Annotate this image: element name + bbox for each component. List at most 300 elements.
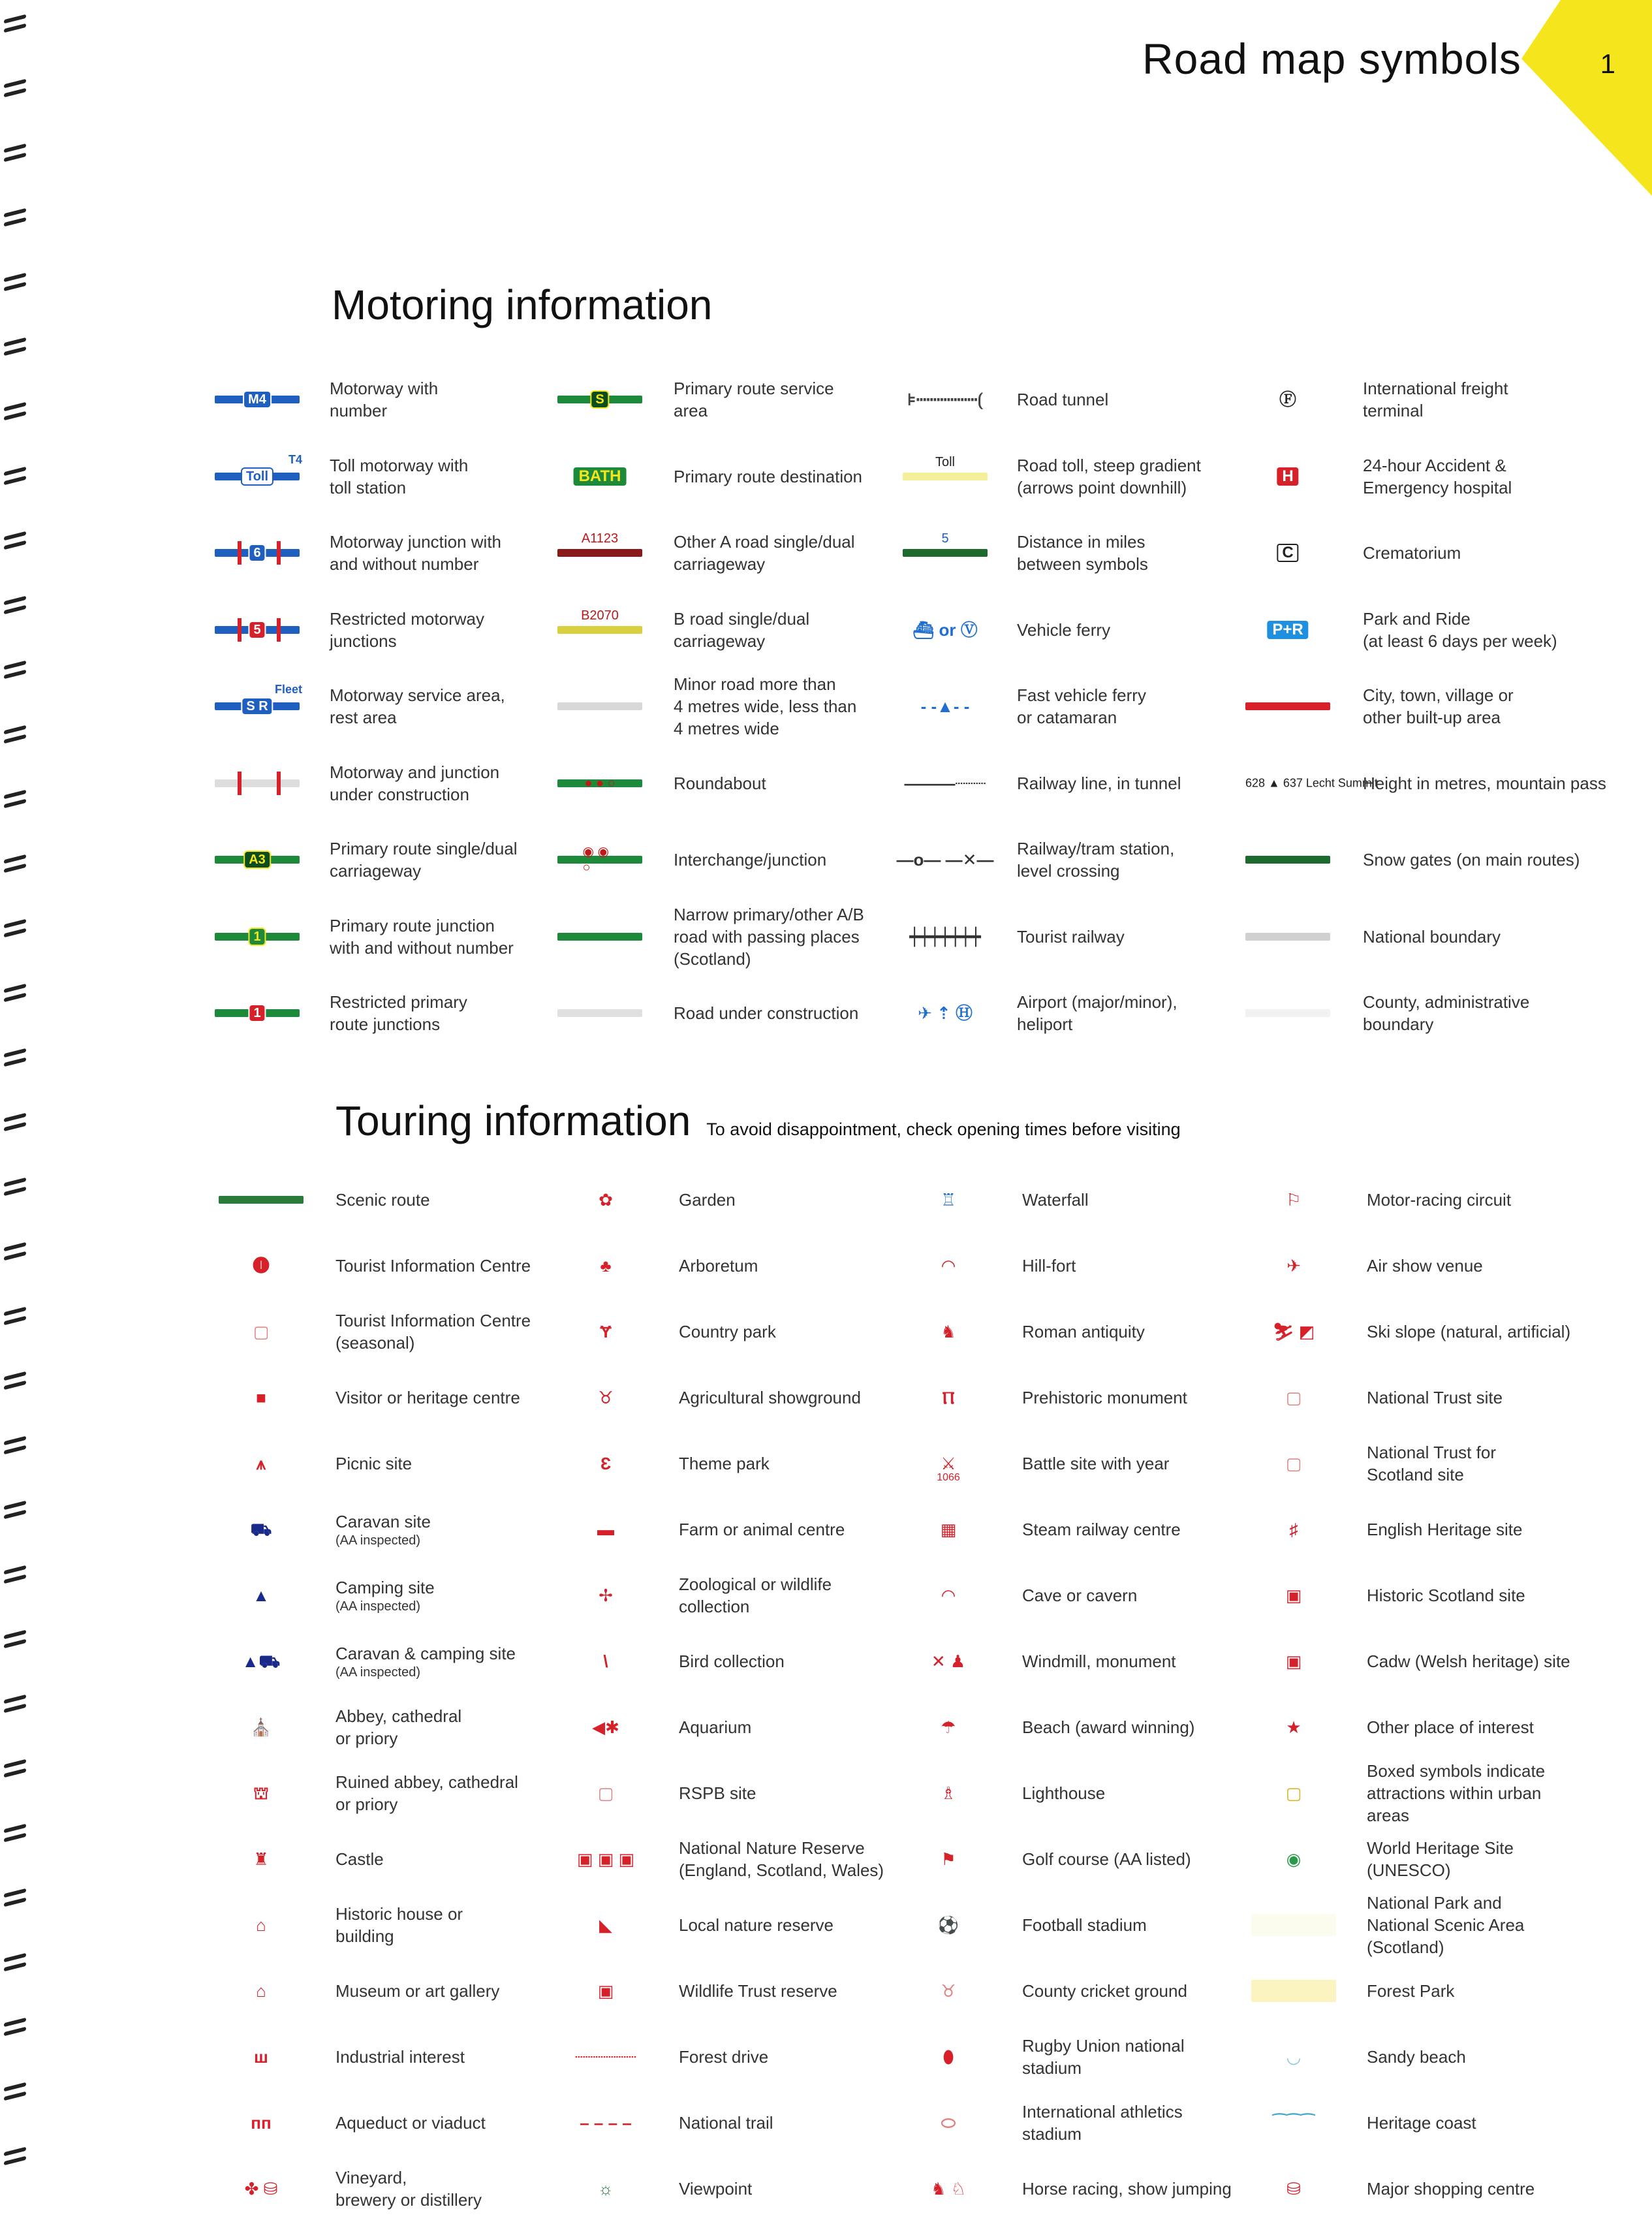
legend-label: Restricted primary route junctions xyxy=(330,992,467,1034)
legend-label: Motorway service area, rest area xyxy=(330,685,505,727)
legend-label: Other place of interest xyxy=(1367,1717,1534,1737)
symbol-glyph: ▣ xyxy=(1285,1652,1302,1671)
road-line xyxy=(1245,1009,1330,1017)
b-road-icon xyxy=(557,608,642,634)
legend-label: Minor road more than 4 metres wide, less than 4 metres wide xyxy=(674,674,857,738)
legend-label: National boundary xyxy=(1363,926,1501,947)
legend-label: Primary route service area xyxy=(674,379,834,420)
binding-ring xyxy=(0,1952,29,1975)
country-park-icon xyxy=(600,1322,611,1341)
steam-railway-icon xyxy=(941,1520,957,1539)
road-line xyxy=(215,1006,300,1020)
legend-label: Road toll, steep gradient (arrows point downhill) xyxy=(1017,455,1201,497)
binding-ring xyxy=(0,1823,29,1846)
symbol-glyph: ⩚ xyxy=(256,1454,266,1473)
camping-icon xyxy=(253,1586,270,1605)
legend-sublabel: (AA inspected) xyxy=(335,1533,421,1548)
binding-ring xyxy=(0,401,29,424)
symbol-glyph: —o— —✕— xyxy=(896,850,994,869)
legend-label: Ski slope (natural, artificial) xyxy=(1367,1322,1571,1341)
legend-label: Forest drive xyxy=(679,2047,769,2067)
route-badge: 1 xyxy=(248,928,266,946)
spiral-binding xyxy=(0,13,33,2232)
national-trust-scotland-icon xyxy=(1286,1454,1302,1473)
page-title: Road map symbols xyxy=(1142,35,1521,83)
railway-line-icon xyxy=(905,774,986,793)
museum-icon xyxy=(256,1981,266,2001)
symbol-badge: C xyxy=(1277,544,1298,562)
road-line xyxy=(557,933,642,941)
mountain-pass-icon xyxy=(1245,776,1378,790)
symbol-glyph: ♯ xyxy=(1289,1520,1298,1539)
caravan-camping-icon xyxy=(242,1652,280,1671)
road-line xyxy=(557,608,642,634)
legend-label: B road single/dual carriageway xyxy=(674,608,810,651)
legend-label: Prehistoric monument xyxy=(1022,1388,1187,1407)
route-badge: 5 xyxy=(248,621,266,639)
national-park-icon xyxy=(1251,1914,1336,1936)
symbol-glyph: ⚽ xyxy=(937,1915,959,1935)
junction-mark xyxy=(238,772,242,795)
legend-label: Golf course (AA listed) xyxy=(1022,1849,1191,1869)
legend-label: National Trust site xyxy=(1367,1388,1503,1407)
arboretum-icon xyxy=(600,1256,611,1276)
symbol-glyph: ♞ ♘ xyxy=(931,2179,966,2199)
legend-label: Motor-racing circuit xyxy=(1367,1190,1512,1210)
legend-label: Steam railway centre xyxy=(1022,1520,1181,1539)
primary-route-junction-icon xyxy=(215,929,300,944)
boxed-symbol-icon xyxy=(1286,1783,1302,1803)
route-badge: M4 xyxy=(243,390,272,409)
road-line xyxy=(557,845,642,875)
snow-gates-icon xyxy=(1245,856,1330,864)
binding-ring xyxy=(0,595,29,618)
junction-mark xyxy=(277,618,281,642)
road-line xyxy=(1245,856,1330,864)
road-line xyxy=(215,683,302,713)
county-boundary-icon xyxy=(1245,1009,1330,1017)
national-trust-icon xyxy=(1286,1388,1302,1407)
legend-label: Aqueduct or viaduct xyxy=(335,2113,486,2133)
cadw-icon xyxy=(1286,1652,1302,1671)
legend-label: Primary route single/dual carriageway xyxy=(330,839,518,881)
corner-tab xyxy=(1521,0,1652,196)
legend-label: Roman antiquity xyxy=(1022,1322,1145,1341)
touring-heading-text: Touring information xyxy=(335,1097,691,1144)
legend-label: Bird collection xyxy=(679,1652,785,1671)
farm-icon xyxy=(597,1520,614,1539)
binding-ring xyxy=(0,336,29,360)
legend-label: Cave or cavern xyxy=(1022,1586,1138,1605)
tourist-info-seasonal-icon xyxy=(253,1322,270,1341)
legend-label: World Heritage Site (UNESCO) xyxy=(1367,1838,1514,1880)
legend-label: Horse racing, show jumping xyxy=(1022,2179,1232,2199)
bird-icon xyxy=(603,1652,608,1671)
minor-road-icon xyxy=(557,702,642,710)
legend-label: Windmill, monument xyxy=(1022,1652,1176,1671)
visitor-centre-icon xyxy=(256,1388,266,1407)
road-construction-icon xyxy=(557,1009,642,1017)
symbol-glyph: ♣ xyxy=(600,1256,612,1276)
symbol-glyph: ✤ ⛁ xyxy=(244,2179,278,2199)
legend-label: RSPB site xyxy=(679,1783,756,1803)
legend-label: Lighthouse xyxy=(1022,1783,1106,1803)
legend-label: Toll motorway with toll station xyxy=(330,455,469,497)
binding-ring xyxy=(0,1693,29,1717)
road-tunnel-icon xyxy=(907,390,984,409)
legend-label: Rugby Union national stadium xyxy=(1022,2036,1185,2078)
route-badge: Toll xyxy=(241,467,273,486)
hill-fort-icon xyxy=(942,1256,955,1276)
tourist-info-icon xyxy=(253,1256,270,1276)
legend-label: Air show venue xyxy=(1367,1256,1483,1276)
binding-ring xyxy=(0,465,29,489)
symbol-glyph: ⛴ or Ⓥ xyxy=(912,619,978,640)
junction-mark xyxy=(277,541,281,565)
symbol-glyph: ⬮ xyxy=(943,2047,954,2067)
legend-label: Museum or art gallery xyxy=(335,1981,500,2001)
legend-label: County, administrative boundary xyxy=(1363,992,1530,1034)
junction-mark xyxy=(238,618,242,642)
world-heritage-icon xyxy=(1286,1849,1301,1869)
english-heritage-icon xyxy=(1290,1520,1298,1539)
cricket-icon xyxy=(941,1981,956,2001)
road-line xyxy=(557,392,642,407)
symbol-glyph: ▢ xyxy=(1285,1783,1302,1803)
legend-label: Waterfall xyxy=(1022,1190,1089,1210)
symbol-glyph: ⛁ xyxy=(1286,2179,1301,2199)
theme-park-icon xyxy=(600,1454,611,1473)
motorway-icon xyxy=(215,392,300,407)
viewpoint-icon xyxy=(598,2179,614,2199)
symbol-glyph: ◉ xyxy=(1286,1849,1301,1869)
symbol-glyph: ☼ xyxy=(598,2179,614,2199)
road-line xyxy=(557,702,642,710)
symbol-glyph: ◣ xyxy=(599,1915,612,1935)
tourist-railway-icon xyxy=(909,927,981,947)
symbol-glyph: ♉ xyxy=(941,1981,956,2001)
vehicle-ferry-icon xyxy=(912,620,977,640)
wildlife-trust-icon xyxy=(598,1981,614,2001)
route-badge: 1 xyxy=(248,1004,266,1022)
primary-route-icon xyxy=(215,853,300,867)
symbol-glyph: \ xyxy=(603,1652,608,1671)
legend-label: National trail xyxy=(679,2113,773,2133)
legend-label: English Heritage site xyxy=(1367,1520,1523,1539)
legend-label: Tourist Information Centre (seasonal) xyxy=(335,1311,531,1353)
symbol-glyph: ⚔ xyxy=(941,1454,956,1473)
symbol-glyph: ✕ ♟ xyxy=(931,1652,966,1671)
distance-miles-icon xyxy=(903,531,988,557)
legend-label: Height in metres, mountain pass xyxy=(1363,773,1606,793)
nature-reserve-icon xyxy=(577,1849,634,1869)
legend-label: Camping site (AA inspected) xyxy=(335,1578,435,1614)
road-line xyxy=(557,531,642,557)
legend-sublabel: (AA inspected) xyxy=(335,1665,421,1680)
binding-ring xyxy=(0,78,29,101)
restricted-primary-junction-icon xyxy=(215,1006,300,1020)
symbol-glyph: ✈ ⇡ Ⓗ xyxy=(917,1003,973,1023)
waterfall-icon xyxy=(941,1190,956,1210)
junction-mark xyxy=(238,541,242,565)
symbol-glyph: ⌂ xyxy=(256,1981,266,2001)
symbol-glyph: ☂ xyxy=(941,1717,956,1737)
binding-ring xyxy=(0,13,29,37)
legend-label: City, town, village or other built-up area xyxy=(1363,685,1514,727)
built-up-area-icon xyxy=(1245,702,1330,710)
forest-drive-icon xyxy=(575,2047,636,2067)
symbol-glyph: ⁀⁀⁀ xyxy=(1272,2113,1315,2133)
road-line xyxy=(1245,702,1330,710)
binding-ring xyxy=(0,2081,29,2105)
symbol-glyph: ▲⛟ xyxy=(242,1652,281,1671)
binding-ring xyxy=(0,982,29,1006)
garden-icon xyxy=(599,1190,613,1210)
park-and-ride-icon xyxy=(1267,621,1308,639)
legend-label: County cricket ground xyxy=(1022,1981,1187,2001)
legend-label: Tourist railway xyxy=(1017,926,1125,947)
symbol-glyph: ♜ xyxy=(253,1849,269,1869)
route-badge: A3 xyxy=(243,851,271,869)
symbol-glyph: ▢ xyxy=(1285,1454,1302,1473)
road-number: 5 xyxy=(941,531,949,546)
legend-label: Zoological or wildlife collection xyxy=(679,1574,832,1616)
symbol-glyph: ———┈┈┈ xyxy=(904,773,986,793)
rugby-icon xyxy=(943,2047,954,2067)
symbol-glyph: ■ xyxy=(256,1388,266,1407)
roman-antiquity-icon xyxy=(941,1322,956,1341)
swatch xyxy=(1251,1914,1336,1936)
binding-ring xyxy=(0,1887,29,1911)
symbol-glyph: ♞ xyxy=(941,1322,956,1341)
legend-label: Major shopping centre xyxy=(1367,2179,1535,2199)
legend-label: Country park xyxy=(679,1322,776,1341)
binding-ring xyxy=(0,1629,29,1652)
symbol-glyph: ▲ xyxy=(253,1586,270,1605)
motor-racing-icon xyxy=(1286,1190,1301,1210)
zoo-icon xyxy=(599,1586,613,1605)
legend-label: International freight terminal xyxy=(1363,379,1508,420)
binding-ring xyxy=(0,1435,29,1458)
symbol-glyph: ⛫ xyxy=(253,1783,269,1803)
legend-label: Local nature reserve xyxy=(679,1915,834,1935)
football-icon xyxy=(938,1915,959,1935)
motorway-service-area-icon xyxy=(215,683,302,713)
legend-label: Battle site with year xyxy=(1022,1454,1170,1473)
road-line xyxy=(215,779,300,787)
windmill-icon xyxy=(931,1652,965,1671)
legend-label: Visitor or heritage centre xyxy=(335,1388,520,1407)
symbol-glyph: ⚑ xyxy=(941,1849,956,1869)
legend-label: Road tunnel xyxy=(1017,390,1109,409)
legend-label: National Park and National Scenic Area (Scotland) xyxy=(1367,1893,1525,1957)
road-toll-icon xyxy=(903,454,988,480)
symbol-glyph: ┿┿┿┿┿┿┿ xyxy=(909,926,981,947)
historic-scotland-icon xyxy=(1286,1586,1302,1605)
road-line xyxy=(903,531,988,557)
road-number: A1123 xyxy=(581,531,619,546)
scenic-route-icon xyxy=(219,1196,304,1204)
legend-label: Railway/tram station, level crossing xyxy=(1017,839,1175,881)
legend-label: Picnic site xyxy=(335,1454,413,1473)
legend-label: Industrial interest xyxy=(335,2047,465,2067)
legend-label: Heritage coast xyxy=(1367,2113,1476,2133)
symbol-glyph: ⊧┅┅┅┅┅┅⟮ xyxy=(907,390,984,409)
symbol-glyph: ▢ xyxy=(597,1783,614,1803)
legend-label: Historic Scotland site xyxy=(1367,1586,1525,1605)
binding-ring xyxy=(0,724,29,747)
symbol-glyph: ✢ xyxy=(599,1586,613,1605)
legend-label: Cadw (Welsh heritage) site xyxy=(1367,1652,1570,1671)
symbol-glyph: ★ xyxy=(1286,1717,1301,1737)
caravan-icon xyxy=(251,1520,272,1539)
swatch xyxy=(1251,1980,1336,2002)
symbol-glyph: ᴨᴨ xyxy=(251,2113,272,2133)
freight-terminal-icon xyxy=(1279,390,1296,409)
narrow-road-icon xyxy=(557,933,642,941)
vineyard-icon xyxy=(245,2179,278,2199)
legend-label: Interchange/junction xyxy=(674,850,827,869)
airport-icon xyxy=(918,1003,973,1023)
castle-icon xyxy=(253,1849,268,1869)
legend-label: Garden xyxy=(679,1190,736,1210)
toll-motorway-icon xyxy=(215,452,302,484)
symbol-glyph: ⚐ xyxy=(1286,1190,1301,1210)
athletics-icon xyxy=(941,2113,956,2133)
touring-heading xyxy=(335,1097,1181,1145)
binding-ring xyxy=(0,1370,29,1394)
ski-slope-icon xyxy=(1273,1322,1315,1341)
battle-year: 1066 xyxy=(937,1472,960,1483)
road-line xyxy=(215,392,300,407)
cave-icon xyxy=(942,1586,955,1605)
legend-label: Forest Park xyxy=(1367,1981,1455,2001)
binding-ring xyxy=(0,207,29,230)
legend-label: International athletics stadium xyxy=(1022,2102,1183,2144)
route-badge: S xyxy=(590,390,609,409)
legend-label: Park and Ride (at least 6 days per week) xyxy=(1363,608,1557,651)
symbol-glyph: ⛪ xyxy=(250,1717,272,1737)
heritage-coast-icon xyxy=(1273,2113,1315,2133)
binding-ring xyxy=(0,1499,29,1523)
road-line xyxy=(1245,933,1330,941)
road-line xyxy=(557,1009,642,1017)
legend-label: Other A road single/dual carriageway xyxy=(674,532,855,574)
place-of-interest-icon xyxy=(1286,1717,1301,1737)
legend-label: Beach (award winning) xyxy=(1022,1717,1195,1737)
binding-ring xyxy=(0,1047,29,1071)
symbol-text: 628 ▲ 637 Lecht Summit xyxy=(1245,776,1378,789)
symbol-glyph: Ⲡ xyxy=(942,1388,955,1407)
roundabout-icon xyxy=(557,775,642,791)
legend-label: Narrow primary/other A/B road with passing places (Scotland) xyxy=(674,904,864,969)
symbol-glyph: ┈┈┈┈┈┈ xyxy=(575,2047,636,2067)
legend-label: Historic house or building xyxy=(335,1904,463,1946)
legend-label: Motorway and junction under construction xyxy=(330,762,500,804)
legend-label: Wildlife Trust reserve xyxy=(679,1981,837,2001)
road-line xyxy=(215,929,300,944)
legend-label: Boxed symbols indicate attractions within urban areas xyxy=(1367,1761,1546,1825)
primary-service-area-icon xyxy=(557,392,642,407)
legend-label: Castle xyxy=(335,1849,384,1869)
binding-ring xyxy=(0,1758,29,1781)
legend-label: National Nature Reserve (England, Scotland, Wales) xyxy=(679,1838,884,1880)
legend-label: Airport (major/minor), heliport xyxy=(1017,992,1177,1034)
legend-label: Theme park xyxy=(679,1454,770,1473)
symbol-glyph: ▬ xyxy=(597,1520,614,1539)
railway-station-icon xyxy=(897,850,994,869)
legend-label: 24-hour Accident & Emergency hospital xyxy=(1363,455,1512,497)
road-line xyxy=(215,853,300,867)
legend-label: Sandy beach xyxy=(1367,2047,1466,2067)
legend-label: Vehicle ferry xyxy=(1017,619,1111,640)
symbol-glyph: Ɏ xyxy=(600,1322,612,1341)
road-line xyxy=(215,546,300,560)
touring-subheading: To avoid disappointment, check opening times before visiting xyxy=(706,1120,1181,1139)
symbol-glyph: ✈ xyxy=(1286,1256,1301,1276)
legend-label: Fast vehicle ferry or catamaran xyxy=(1017,685,1146,727)
binding-ring xyxy=(0,853,29,877)
symbol-glyph: ◠ xyxy=(942,1586,955,1605)
a-road-icon xyxy=(557,531,642,557)
binding-ring xyxy=(0,2016,29,2040)
symbol-glyph: Ⓕ xyxy=(1279,390,1297,409)
symbol-glyph: ♗ xyxy=(941,1783,956,1803)
road-line xyxy=(219,1196,304,1204)
primary-destination-icon xyxy=(574,467,627,486)
symbol-glyph: ⬭ xyxy=(941,2113,956,2133)
symbol-badge: H xyxy=(1277,467,1298,486)
forest-park-icon xyxy=(1251,1980,1336,2002)
symbol-glyph: ▦ xyxy=(940,1520,957,1539)
national-trail-icon xyxy=(580,2113,632,2133)
picnic-icon xyxy=(257,1454,266,1473)
binding-ring xyxy=(0,789,29,812)
local-nature-reserve-icon xyxy=(599,1915,612,1935)
legend-label: Aquarium xyxy=(679,1717,752,1737)
restricted-motorway-junction-icon xyxy=(215,622,300,637)
legend-label: Caravan & camping site (AA inspected) xyxy=(335,1644,516,1680)
crematorium-icon xyxy=(1277,544,1298,562)
shopping-centre-icon xyxy=(1286,2179,1301,2199)
prehistoric-icon xyxy=(943,1388,955,1407)
binding-ring xyxy=(0,1306,29,1329)
junction-glyph: ● ● ○ xyxy=(584,775,616,791)
route-badge: S R xyxy=(241,697,273,715)
symbol-badge: P+R xyxy=(1267,621,1308,639)
legend-label: Motorway junction with and without number xyxy=(330,532,501,574)
abbey-icon xyxy=(251,1717,272,1737)
symbol-glyph: 🅘 xyxy=(252,1256,270,1276)
legend-label: Farm or animal centre xyxy=(679,1520,845,1539)
binding-ring xyxy=(0,1241,29,1264)
legend-label: Abbey, cathedral or priory xyxy=(335,1706,462,1748)
symbol-glyph: ✿ xyxy=(599,1190,613,1210)
symbol-glyph: ⛟ xyxy=(250,1520,272,1539)
legend-label: Primary route destination xyxy=(674,466,863,486)
binding-ring xyxy=(0,659,29,683)
legend-label: Caravan site (AA inspected) xyxy=(335,1512,431,1548)
road-number: B2070 xyxy=(581,608,619,623)
road-number: Toll xyxy=(935,454,956,469)
badge-extra: Fleet xyxy=(274,683,302,696)
golf-icon xyxy=(941,1849,956,1869)
symbol-glyph: ш xyxy=(254,2047,268,2067)
motorway-construction-icon xyxy=(215,779,300,787)
legend-label: Railway line, in tunnel xyxy=(1017,773,1181,793)
rspb-icon xyxy=(598,1783,614,1803)
industrial-icon xyxy=(254,2047,268,2067)
